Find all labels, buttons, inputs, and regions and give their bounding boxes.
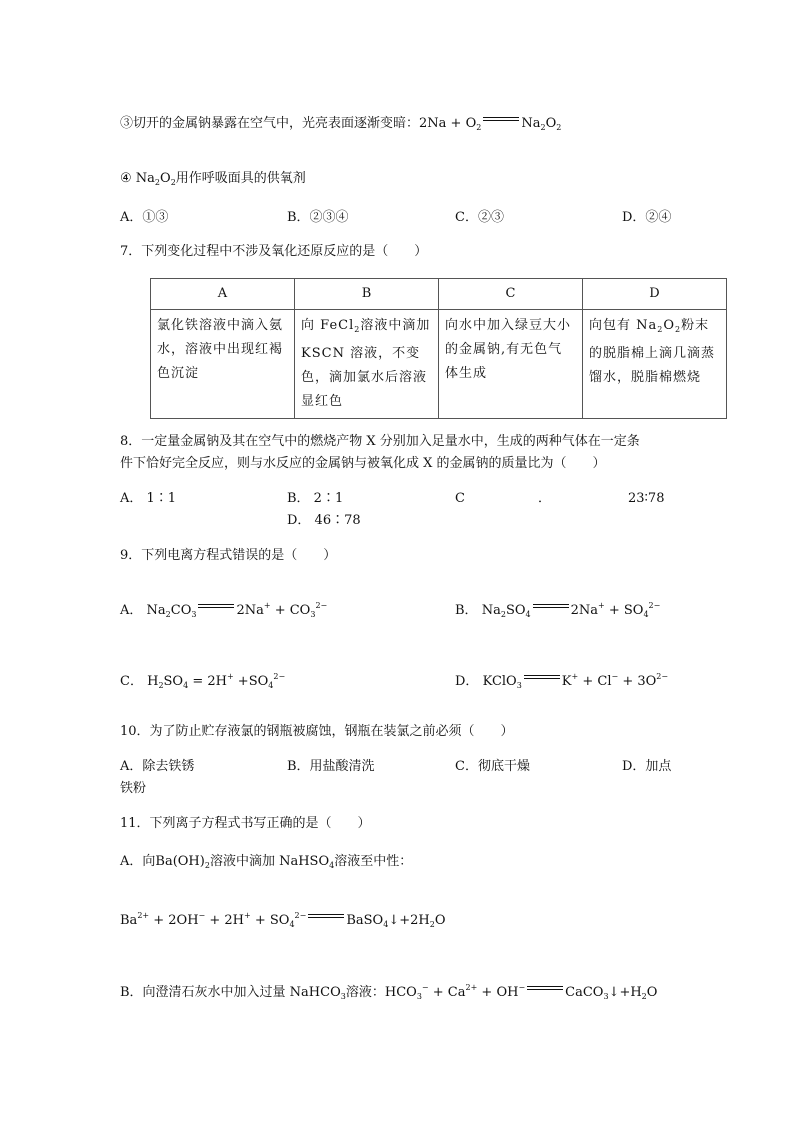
q11-option-a-text[interactable]: A．向$Ba(OH)_2$溶液中滴加 NaHSO$_4$溶液至中性： <box>120 854 413 870</box>
q7-table-header-row <box>151 279 727 310</box>
q7-table <box>150 278 727 419</box>
q7-header-d: D <box>583 279 727 310</box>
equals-sign <box>308 912 344 922</box>
q8-option-c-value[interactable]: 23∶78 <box>628 491 665 506</box>
q7-cell-c: 向水中加入绿豆大小的金属钠,有无色气体生成 <box>439 310 583 419</box>
q10-option-b[interactable]: B．用盐酸清洗 <box>287 759 375 774</box>
q11-stem: 11．下列离子方程式书写正确的是（ ） <box>120 816 371 831</box>
q10-option-d[interactable]: D．加点 <box>622 759 672 774</box>
q7-cell-b: 向 FeCl$_2$溶液中滴加 KSCN 溶液，不变色，滴加氯水后溶液显红色 <box>295 310 439 419</box>
equals-sign <box>198 602 234 612</box>
q9-stem: 9．下列电离方程式错误的是（ ） <box>120 548 337 563</box>
q8-option-c-dot: ． <box>538 491 552 506</box>
q11-option-b[interactable]: B．向澄清石灰水中加入过量 NaHCO$_3$溶液：$HCO_3^- + Ca^{2+} + OH^-$ $CaCO_3↓+H_2O$ <box>120 983 658 1001</box>
equals-sign <box>527 984 563 994</box>
q6-item3: ③切开的金属钠暴露在空气中，光亮表面逐渐变暗：$2Na + O_2$ $Na_2O_2$ <box>120 116 562 132</box>
q8-option-a[interactable]: A． 1∶1 <box>120 491 177 506</box>
q10-option-d-continuation: 铁粉 <box>120 781 147 796</box>
q7-header-a: A <box>151 279 295 310</box>
q10-option-c[interactable]: C．彻底干燥 <box>455 759 530 774</box>
q9-option-c[interactable]: C． $H_2SO_4 = 2H^+ +SO_4^{2-}$ <box>120 672 286 690</box>
q8-stem-line2: 件下恰好完全反应，则与水反应的金属钠与被氧化成 X 的金属钠的质量比为（ ） <box>120 456 606 471</box>
q6-option-b[interactable]: B．②③④ <box>287 210 349 225</box>
q7-cell-d: 向包有 $Na_2O_2$粉末的脱脂棉上滴几滴蒸馏水，脱脂棉燃烧 <box>583 310 727 419</box>
q8-option-d[interactable]: D． 46∶78 <box>287 513 361 528</box>
q9-option-b[interactable]: B． $Na_2SO_4$ $2Na^+ + SO_4^{2-}$ <box>455 601 661 619</box>
equals-sign <box>533 602 569 612</box>
q7-table-content-row <box>151 310 727 419</box>
equals-sign <box>483 115 519 125</box>
q8-stem-line1: 8．一定量金属钠及其在空气中的燃烧产物 X 分别加入足量水中，生成的两种气体在一定条 <box>120 434 640 449</box>
q8-option-b[interactable]: B． 2∶1 <box>287 491 344 506</box>
q6-item4: ④ $Na_2O_2$用作呼吸面具的供氧剂 <box>120 171 306 187</box>
q7-header-c: C <box>439 279 583 310</box>
q8-option-c-label[interactable]: C <box>455 491 465 506</box>
q9-option-d[interactable]: D． KClO$_3$ $K^+ + Cl^- + 3O^{2-}$ <box>455 672 669 690</box>
equals-sign <box>524 673 560 683</box>
q7-cell-a: 氯化铁溶液中滴入氨水，溶液中出现红褐色沉淀 <box>151 310 295 419</box>
q9-option-a[interactable]: A． $Na_2CO_3$ $2Na^+ + CO_3^{2-}$ <box>120 601 328 619</box>
q7-stem: 7．下列变化过程中不涉及氧化还原反应的是（ ） <box>120 244 428 259</box>
q6-option-d[interactable]: D．②④ <box>622 210 672 225</box>
q10-option-a[interactable]: A．除去铁锈 <box>120 759 195 774</box>
q11-option-a-equation: $Ba^{2+} + 2OH^- + 2H^+ + SO_4^{2-}$ $BaSO_4↓+2H_2O$ <box>120 911 446 929</box>
q6-option-c[interactable]: C．②③ <box>455 210 504 225</box>
q6-option-a[interactable]: A．①③ <box>120 210 169 225</box>
q10-stem: 10．为了防止贮存液氯的钢瓶被腐蚀，钢瓶在装氯之前必须（ ） <box>120 724 514 739</box>
q7-header-b: B <box>295 279 439 310</box>
